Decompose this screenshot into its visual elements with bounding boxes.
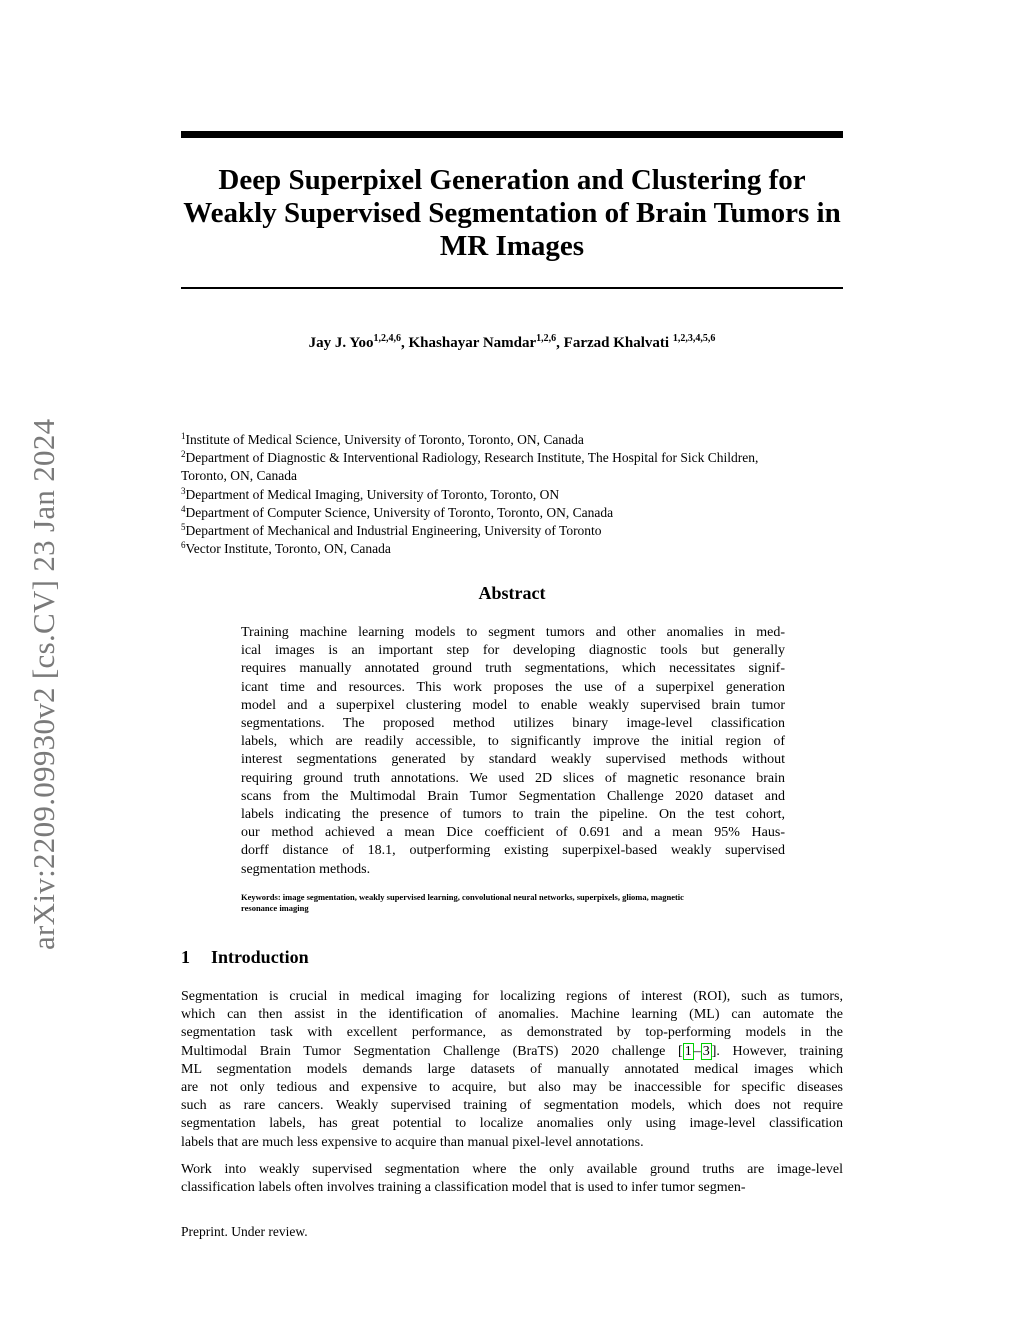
affiliation-number: 1	[181, 431, 186, 441]
author-affiliation-marks: 1,2,4,6	[373, 333, 402, 344]
affiliation-number: 2	[181, 449, 186, 460]
text-line: segmentation methods.	[241, 861, 371, 877]
affiliation	[181, 486, 849, 504]
text-line: interest segmentations generated by standard weakly supervised methods without	[241, 752, 785, 768]
author-name: Farzad Khalvati	[563, 335, 670, 351]
text-line: classification labels often involves training a classification model that is used to infer tumor segmen-	[181, 1180, 746, 1196]
arxiv-identifier: arXiv:2209.09930v2 [cs.CV] 23 Jan 2024	[26, 418, 61, 950]
text-line: ML segmentation models demands large datasets of manually annotated medical images which	[181, 1061, 843, 1077]
citation-lead-text: Multimodal Brain Tumor Segmentation Challenge (BraTS) 2020 challenge [	[181, 1043, 683, 1059]
abstract-body	[241, 624, 785, 879]
text-line: such as rare cancers. Weakly supervised training of segmentation models, which does not require	[181, 1098, 843, 1114]
affiliation-text: Department of Computer Science, University of Toronto, Toronto, ON, Canada	[185, 504, 614, 520]
text-line-with-citation	[181, 1043, 843, 1061]
affiliation	[181, 431, 849, 449]
author-name: Jay J. Yoo	[308, 335, 374, 351]
footer-note: Preprint. Under review.	[181, 1224, 308, 1239]
affiliation-number: 4	[181, 503, 186, 514]
citation-dash: –	[693, 1043, 701, 1059]
text-line: our method achieved a mean Dice coefficient of 0.691 and a mean 95% Haus-	[241, 825, 785, 841]
text-line: dorff distance of 18.1, outperforming existing superpixel-based weakly supervised	[241, 843, 785, 859]
affiliation	[181, 522, 849, 540]
text-line: segmentations. The proposed method utilizes binary image-level classification	[241, 716, 785, 732]
citation-link[interactable]: 1	[684, 1043, 692, 1059]
text-line: Work into weakly supervised segmentation where the only available ground truths are image-level	[181, 1162, 843, 1177]
text-line: requires manually annotated ground truth segmentations, which necessitates signif-	[241, 661, 785, 677]
text-line: Segmentation is crucial in medical imaging for localizing regions of interest (ROI), such as tumors,	[181, 989, 843, 1004]
affiliation-text: Department of Mechanical and Industrial Engineering, University of Toronto	[185, 523, 602, 539]
affiliation-text: Department of Medical Imaging, University of Toronto, Toronto, ON	[185, 486, 560, 502]
section-heading-introduction	[181, 947, 309, 968]
affiliation-number: 3	[181, 485, 186, 496]
citation-trail-text: ]. However, training	[711, 1043, 843, 1059]
text-line: model and a superpixel clustering model to enable weakly supervised brain tumor	[241, 697, 785, 713]
section-number: 1	[181, 947, 190, 967]
affiliation-number: 5	[181, 522, 186, 533]
text-line: icant time and resources. This work proposes the use of a superpixel generation	[241, 679, 785, 695]
text-line: are not only tedious and expensive to acquire, but also may be inaccessible for specific diseases	[181, 1080, 843, 1096]
intro-paragraph-1	[181, 988, 843, 1152]
title-line: Deep Superpixel Generation and Clustering for	[218, 164, 806, 196]
affiliation-text: Department of Diagnostic & Interventional Radiology, Research Institute, The Hospital for Sick Children,	[185, 450, 759, 466]
text-line: ical images is an important step for developing diagnostic tools but generally	[241, 643, 785, 659]
text-line: labels, which are readily accessible, to significantly improve the initial region of	[241, 734, 785, 750]
text-line: Training machine learning models to segment tumors and other anomalies in med-	[241, 625, 785, 640]
affiliation	[181, 540, 849, 558]
text-line: segmentation task with excellent performance, as demonstrated by top-performing models in the	[181, 1025, 843, 1041]
title-top-rule	[181, 131, 843, 138]
paper-title	[181, 164, 843, 263]
author-name: Khashayar Namdar	[408, 335, 537, 351]
text-line: segmentation labels, has great potential to localize anomalies only using image-level classification	[181, 1116, 843, 1132]
title-bottom-rule	[181, 287, 843, 289]
author-list: Jay J. Yoo$^{1,2,4,6}$, Khashayar Namdar$^{1,2,6}$, Farzad Khalvati $^{1,2,3,4,5,6}$	[308, 333, 716, 351]
intro-paragraph-2	[181, 1161, 843, 1197]
title-line: Weakly Supervised Segmentation of Brain Tumors in	[183, 197, 841, 229]
affiliation	[181, 504, 849, 522]
author-affiliation-marks: 1,2,3,4,5,6	[672, 333, 716, 344]
affiliation	[181, 449, 849, 467]
text-line: which can then assist in the identification of anomalies. Machine learning (ML) can automate the	[181, 1007, 843, 1023]
affiliation-text: Institute of Medical Science, University of Toronto, Toronto, ON, Canada	[185, 432, 584, 447]
abstract-heading: Abstract	[478, 583, 546, 603]
keywords-line: Keywords: image segmentation, weakly supervised learning, convolutional neural networks, superpixels, glioma, magnetic	[241, 892, 684, 902]
author-affiliation-marks: 1,2,6	[536, 333, 557, 344]
affiliation-continuation: Toronto, ON, Canada	[181, 468, 298, 484]
text-line: requiring ground truth annotations. We used 2D slices of magnetic resonance brain	[241, 770, 785, 786]
affiliation-number: 6	[181, 540, 186, 551]
section-title: Introduction	[211, 947, 309, 967]
keywords	[241, 892, 785, 914]
text-line: scans from the Multimodal Brain Tumor Segmentation Challenge 2020 dataset and	[241, 788, 785, 804]
citation-link[interactable]: 3	[702, 1043, 710, 1059]
keywords-line: resonance imaging	[241, 903, 309, 913]
affiliation-text: Vector Institute, Toronto, ON, Canada	[185, 541, 391, 557]
text-line: labels indicating the presence of tumors to train the pipeline. On the test cohort,	[241, 807, 785, 823]
text-line: labels that are much less expensive to acquire than manual pixel-level annotations.	[181, 1134, 644, 1150]
title-line: MR Images	[439, 230, 585, 262]
affiliation-list	[181, 431, 849, 558]
